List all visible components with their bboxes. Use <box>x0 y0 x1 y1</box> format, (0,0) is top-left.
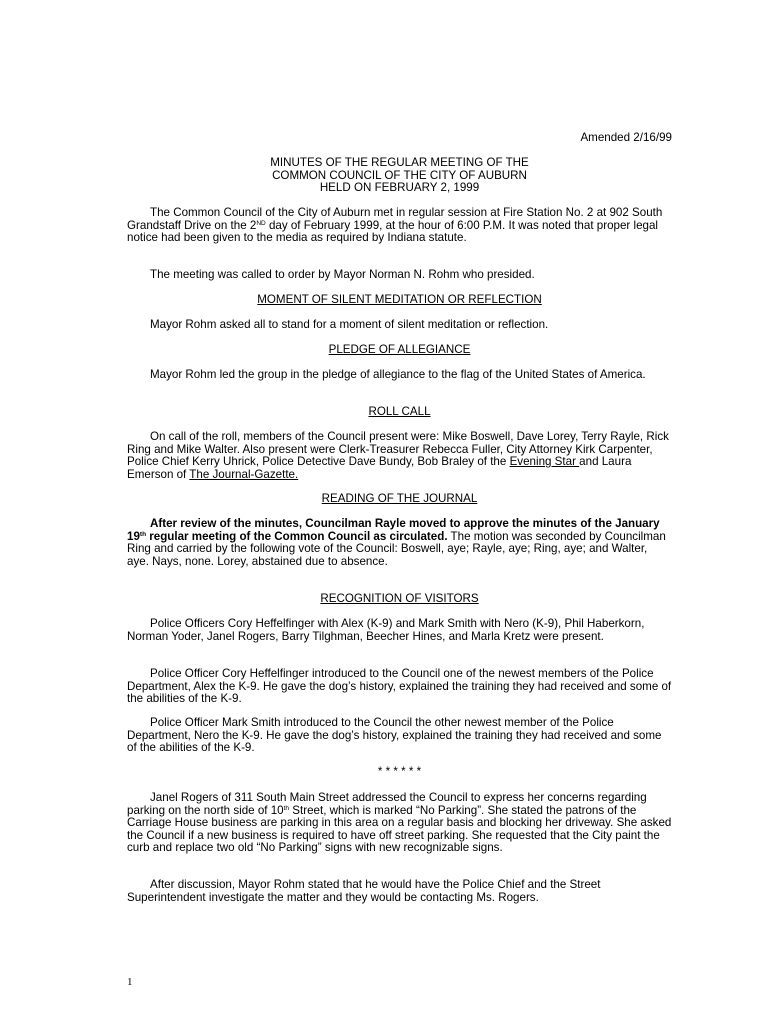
meditation-heading-text: MOMENT OF SILENT MEDITATION OR REFLECTION <box>257 293 542 306</box>
visitors-paragraph-2 <box>127 668 672 706</box>
pledge-text: Mayor Rohm led the group in the pledge of allegiance to the flag of the United States of America. <box>150 368 646 381</box>
call-to-order-text: The meeting was called to order by Mayor Norman N. Rohm who presided. <box>150 268 535 281</box>
visitors-text-2: Police Officer Cory Heffelfinger introduced to the Council one of the newest members of the Police Department, Alex the K-9. He gave the dog’s history, explained the training they had received and some of the abilities of the K-9. <box>127 667 672 706</box>
meditation-paragraph <box>127 319 672 332</box>
roll-call-paragraph <box>127 431 672 481</box>
intro-paragraph <box>127 207 672 245</box>
separator-stars: * * * * * * <box>377 765 422 778</box>
journal-gazette-name: The Journal-Gazette. <box>189 467 299 481</box>
amended-date: Amended 2/16/99 <box>580 131 672 144</box>
roll-call-heading-text: ROLL CALL <box>368 405 431 418</box>
journal-bold-start: After review of the minutes, Councilman Rayle moved to approve the minutes of the January 19 <box>127 517 660 543</box>
visitors-heading-text: RECOGNITION OF VISITORS <box>320 592 479 605</box>
page-number: 1 <box>127 976 133 988</box>
visitors-text-3: Police Officer Mark Smith introduced to the Council the other newest member of the Police Department, Nero the K-9. He gave the dog’s history, explained the training they had received and some of the abilities of the K-9. <box>127 716 662 755</box>
title-line-3: HELD ON FEBRUARY 2, 1999 <box>319 181 480 195</box>
visitors-paragraph-4 <box>127 792 672 855</box>
evening-star-name: Evening Star <box>509 455 580 469</box>
pledge-paragraph <box>127 369 672 382</box>
pledge-heading-text: PLEDGE OF ALLEGIANCE <box>328 343 471 356</box>
visitors-text-4-end: Street, which is marked “No Parking”. She stated the patrons of the Carriage House business are parking in this area on a regular basis and blocking her driveway. She asked the Council if a new business is required to have off street parking. She requested that the City paint the curb and replace two old “No Parking” signs with new recognizable signs. <box>127 803 672 855</box>
call-to-order-paragraph <box>127 269 672 282</box>
separator <box>127 766 672 779</box>
roll-call-text-start: On call of the roll, members of the Council present were: Mike Boswell, Dave Lorey, Terry Rayle, Rick Ring and Mike Walter. Also present were Clerk-Treasurer Rebecca Fuller, City Attorney Kirk Carpenter, Police Chief Kerry Uhrick, Police Detective Dave Bundy, Bob Braley of the <box>127 430 669 469</box>
journal-superscript: th <box>139 530 147 538</box>
visitors-heading <box>127 593 672 606</box>
visitors-paragraph-3 <box>127 717 672 755</box>
visitors-superscript: th <box>283 804 290 812</box>
journal-paragraph <box>127 518 672 568</box>
document-title <box>127 157 672 195</box>
journal-heading <box>127 493 672 506</box>
intro-text-end: day of February 1999, at the hour of 6:00 P.M. It was noted that proper legal notice had been given to the media as required by Indiana statute. <box>127 218 659 245</box>
visitors-text-4-start: Janel Rogers of 311 South Main Street addressed the Council to express her concerns regarding parking on the north side of 10 <box>127 791 647 817</box>
intro-superscript: ND <box>256 219 266 227</box>
intro-text-start: The Common Council of the City of Auburn met in regular session at Fire Station No. 2 at 902 South Grandstaff Drive on the 2 <box>127 206 663 232</box>
meditation-heading <box>127 294 672 307</box>
title-line-2: COMMON COUNCIL OF THE CITY OF AUBURN <box>272 168 527 182</box>
visitors-paragraph-5 <box>127 879 672 904</box>
roll-call-text-mid: and Laura Emerson of <box>127 455 632 481</box>
visitors-paragraph-1 <box>127 618 672 643</box>
visitors-text-1: Police Officers Cory Heffelfinger with Alex (K-9) and Mark Smith with Nero (K-9), Phil Haberkorn, Norman Yoder, Janel Rogers, Barry Tilghman, Beecher Hines, and Marla Kretz were present. <box>127 617 645 643</box>
pledge-heading <box>127 344 672 357</box>
journal-heading-text: READING OF THE JOURNAL <box>321 492 478 505</box>
roll-call-heading <box>127 406 672 419</box>
visitors-text-5: After discussion, Mayor Rohm stated that he would have the Police Chief and the Street Superintendent investigate the matter and they would be contacting Ms. Rogers. <box>127 878 601 904</box>
title-line-1: MINUTES OF THE REGULAR MEETING OF THE <box>270 156 529 169</box>
meditation-text: Mayor Rohm asked all to stand for a moment of silent meditation or reflection. <box>150 318 549 331</box>
journal-bold-end: regular meeting of the Common Council as circulated. <box>146 529 448 543</box>
journal-vote-text: The motion was seconded by Councilman Ring and carried by the following vote of the Council: Boswell, aye; Rayle, aye; Ring, aye; and Walter, aye. Nays, none. Lorey, abstained due to absence. <box>127 529 666 568</box>
